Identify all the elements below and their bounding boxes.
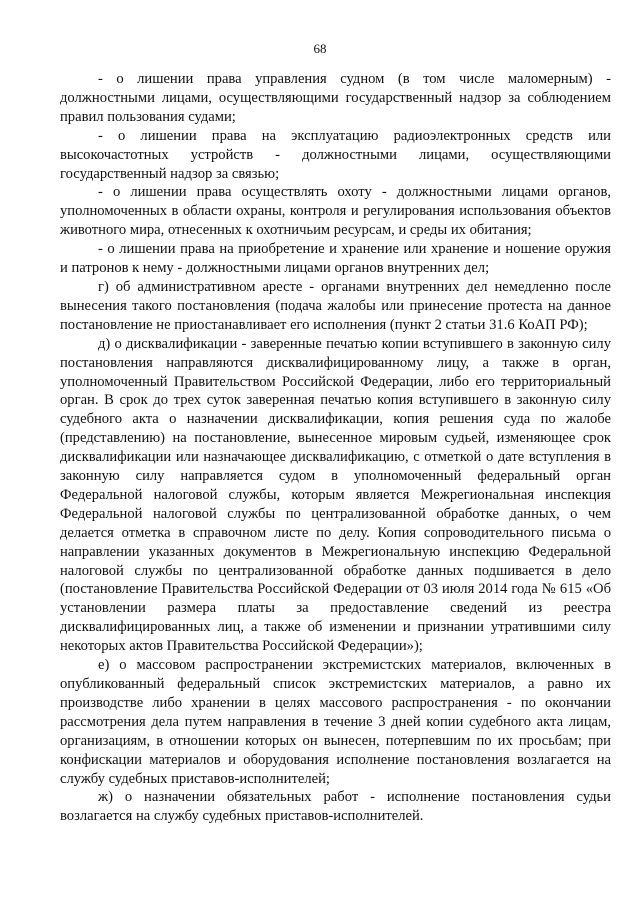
page-number: 68 [313,41,327,56]
paragraph-radio-equipment-rights: - о лишении права на эксплуатацию радиоэлектронных средств или высокочастотных устройств - должностными лицами, осуществляющими государственный надзор за связью; [60,127,611,182]
paragraph-weapons-rights: - о лишении права на приобретение и хранение или хранение и ношение оружия и патронов к нему - должностными лицами органов внутренних дел; [60,241,611,277]
document-body [60,70,611,826]
paragraph-hunting-rights: - о лишении права осуществлять охоту - должностными лицами органов, уполномоченных в области охраны, контроля и регулирования использования объектов животного мира, отнесенных к охотничьим ресурсам, и среды их обитания; [60,184,611,239]
paragraph-extremist-materials: е) о массовом распространении экстремистских материалов, включенных в опубликованный федеральный список экстремистских материалов, а равно их производстве либо хранении в целях массового распространения - по окончании рассмотрения дела путем направления в течение 3 дней копии судебного акта лицам, организациям, в отношении которых он вынесен, потерпевшим по их просьбам; при конфискации материалов и оборудования исполнение постановления возлагается на службу судебных приставов-исполнителей; [60,657,611,787]
paragraph-compulsory-work: ж) о назначении обязательных работ - исполнение постановления судьи возлагается на службу судебных приставов-исполнителей. [60,789,611,825]
paragraph-administrative-arrest: г) об административном аресте - органами внутренних дел немедленно после вынесения такого постановления (подача жалобы или принесение протеста на данное постановление не приостанавливает его исполнения (пункт 2 статьи 31.6 КоАП РФ); [60,278,611,333]
paragraph-vessel-rights: - о лишении права управления судном (в том числе маломерным) - должностными лицами, осуществляющими государственный надзор за соблюдением правил пользования судами; [60,71,611,125]
paragraph-disqualification: д) о дисквалификации - заверенные печатью копии вступившего в законную силу постановления направляются дисквалифицированному лицу, а также в орган, уполномоченный Правительством Российской Федерации, либо его территориальный орган. В срок до трех суток заверенная печатью копия вступившего в законную силу судебного акта о назначении дисквалификации, копия решения суда по жалобе (представлению) на постановление, вынесенное мировым судьей, изменяющее срок дисквалификации или назначающее дисквалификацию, с отметкой о дате вступления в законную силу направляется судом в уполномоченный федеральный орган Федеральной налоговой службы, которым является Межрегиональная инспекция Федеральной налоговой службы по централизованной обработке данных, о чем делается отметка в справочном листе по делу. Копия сопроводительного письма о направлении указанных документов в Межрегиональную инспекцию Федеральной налоговой службы по централизованной обработке данных подшивается в дело (постановление Правительства Российской Федерации от 03 июля 2014 года № 615 «Об установлении размера платы за предоставление сведений из реестра дисквалифицированных лиц, а также об изменении и признании утратившими силу некоторых актов Правительства Российской Федерации»); [60,335,611,655]
